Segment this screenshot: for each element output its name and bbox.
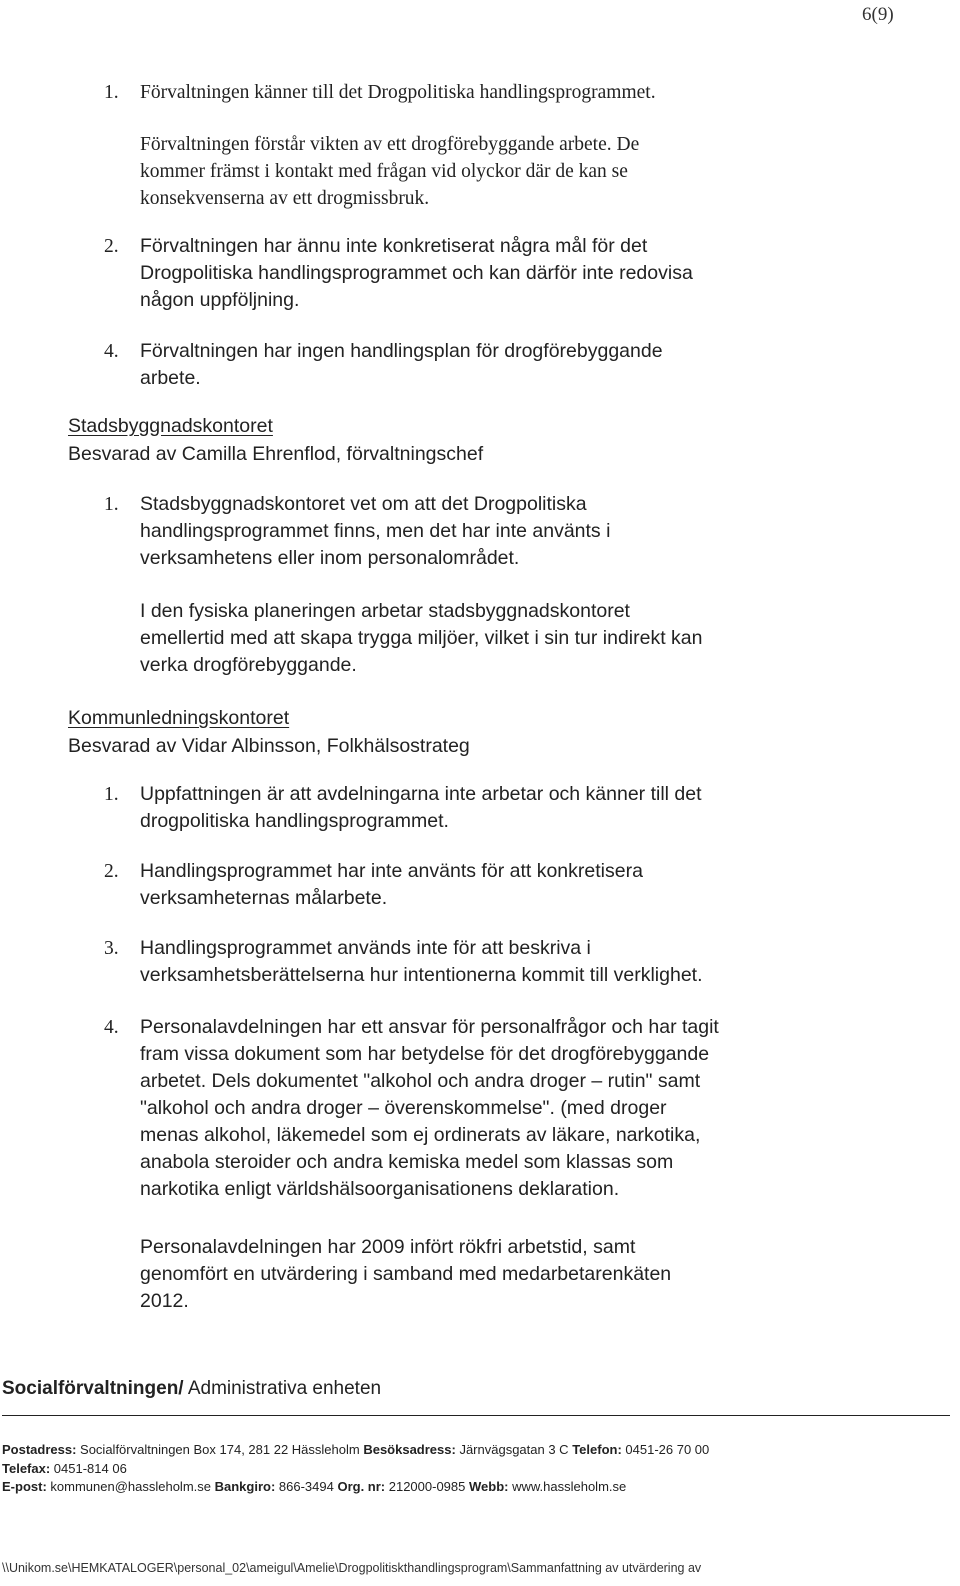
list-item-text: [140, 338, 663, 392]
label: Postadress:: [2, 1442, 77, 1457]
unit-name: Administrativa enheten: [183, 1378, 382, 1399]
paragraph-line: Förvaltningen har ingen handlingsplan för drogförebyggande: [140, 340, 663, 362]
list-number: 4.: [104, 341, 119, 362]
list-number: 3.: [104, 938, 119, 959]
paragraph-line: Förvaltningen förstår vikten av ett drogförebyggande arbete. De: [140, 134, 640, 155]
paragraph-line: drogpolitiska handlingsprogrammet.: [140, 810, 449, 832]
file-path: \\Unikom.se\HEMKATALOGER\personal_02\ameigul\Amelie\Drogpolitiskthandlingsprogram\Sammanfattning av utvärdering av: [2, 1561, 702, 1575]
list-item-text: Förvaltningen känner till det Drogpolitiska handlingsprogrammet.: [140, 82, 656, 103]
paragraph-line: Handlingsprogrammet har inte använts för att konkretisera: [140, 860, 643, 882]
paragraph: [140, 131, 639, 212]
value: 866-3494: [275, 1479, 338, 1494]
paragraph-line: Personalavdelningen har ett ansvar för personalfrågor och har tagit: [140, 1016, 719, 1038]
footer-divider: [2, 1415, 950, 1416]
paragraph-line: I den fysiska planeringen arbetar stadsbyggnadskontoret: [140, 600, 630, 622]
answered-by: Besvarad av Camilla Ehrenflod, förvaltningschef: [68, 443, 484, 465]
paragraph-line: Handlingsprogrammet används inte för att beskriva i: [140, 937, 591, 959]
section-heading: Kommunledningskontoret: [68, 707, 290, 729]
label: Besöksadress:: [363, 1442, 456, 1457]
footer-fax-line: [2, 1461, 127, 1477]
paragraph-line: verksamhetens eller inom personalområdet.: [140, 547, 520, 569]
paragraph-line: menas alkohol, läkemedel som ej ordinerats av läkare, narkotika,: [140, 1124, 701, 1146]
department-name: Socialförvaltningen/: [2, 1378, 184, 1399]
list-number: 2.: [104, 236, 119, 257]
answered-by: Besvarad av Vidar Albinsson, Folkhälsostrateg: [68, 735, 470, 757]
paragraph-line: genomfört en utvärdering i samband med medarbetarenkäten: [140, 1263, 672, 1285]
paragraph-line: någon uppföljning.: [140, 289, 300, 311]
paragraph-line: narkotika enligt världshälsoorganisationens deklaration.: [140, 1178, 620, 1200]
value: 212000-0985: [385, 1479, 469, 1494]
website-link[interactable]: www.hassleholm.se: [508, 1479, 627, 1494]
paragraph-line: Drogpolitiska handlingsprogrammet och kan därför inte redovisa: [140, 262, 693, 284]
footer-address-line: [2, 1442, 709, 1458]
list-item-text: [140, 233, 693, 314]
label: E-post:: [2, 1479, 47, 1494]
list-number: 1.: [104, 494, 119, 515]
paragraph-line: "alkohol och andra droger – överenskommelse". (med droger: [140, 1097, 667, 1119]
paragraph: [140, 1234, 671, 1315]
paragraph-line: emellertid med att skapa trygga miljöer, vilket i sin tur indirekt kan: [140, 627, 703, 649]
label: Telefax:: [2, 1461, 51, 1476]
paragraph-line: fram vissa dokument som har betydelse för det drogförebyggande: [140, 1043, 710, 1065]
email-link[interactable]: kommunen@hassleholm.se: [46, 1479, 215, 1494]
paragraph-line: handlingsprogrammet finns, men det har inte använts i: [140, 520, 611, 542]
label: Webb:: [468, 1479, 509, 1494]
label: Bankgiro:: [214, 1479, 276, 1494]
paragraph-line: verksamhetsberättelserna hur intentionerna kommit till verklighet.: [140, 964, 703, 986]
paragraph-line: arbete.: [140, 367, 201, 389]
label: Telefon:: [572, 1442, 622, 1457]
footer-department: [2, 1378, 381, 1400]
paragraph-line: verksamheternas målarbete.: [140, 887, 388, 909]
value: Socialförvaltningen Box 174, 281 22 Hässleholm: [76, 1442, 364, 1457]
paragraph-line: Personalavdelningen har 2009 infört rökfri arbetstid, samt: [140, 1236, 636, 1258]
label: Org. nr:: [337, 1479, 386, 1494]
value: Järnvägsgatan 3 C: [455, 1442, 573, 1457]
list-number: 2.: [104, 861, 119, 882]
paragraph-line: arbetet. Dels dokumentet "alkohol och andra droger – rutin" samt: [140, 1070, 701, 1092]
paragraph-line: verka drogförebyggande.: [140, 654, 357, 676]
list-item-text: [140, 1014, 719, 1203]
list-item-text: [140, 781, 702, 835]
list-number: 4.: [104, 1017, 119, 1038]
list-item-text: [140, 858, 643, 912]
paragraph-line: Förvaltningen har ännu inte konkretiserat några mål för det: [140, 235, 648, 257]
value: 0451-814 06: [50, 1461, 127, 1476]
paragraph-line: kommer främst i kontakt med frågan vid olyckor där de kan se: [140, 161, 628, 182]
paragraph-line: 2012.: [140, 1290, 189, 1312]
paragraph-line: Stadsbyggnadskontoret vet om att det Drogpolitiska: [140, 493, 587, 515]
section-heading: Stadsbyggnadskontoret: [68, 415, 273, 437]
paragraph-line: Uppfattningen är att avdelningarna inte arbetar och känner till det: [140, 783, 702, 805]
list-number: 1.: [104, 784, 119, 805]
paragraph-line: anabola steroider och andra kemiska medel som klassas som: [140, 1151, 674, 1173]
paragraph: [140, 598, 702, 679]
list-item-text: [140, 935, 703, 989]
footer-contact-line: [2, 1479, 626, 1495]
list-number: 1.: [104, 82, 119, 103]
value: 0451-26 70 00: [621, 1442, 710, 1457]
list-item-text: [140, 491, 610, 572]
paragraph-line: konsekvenserna av ett drogmissbruk.: [140, 188, 430, 209]
page-number: 6(9): [862, 4, 894, 25]
